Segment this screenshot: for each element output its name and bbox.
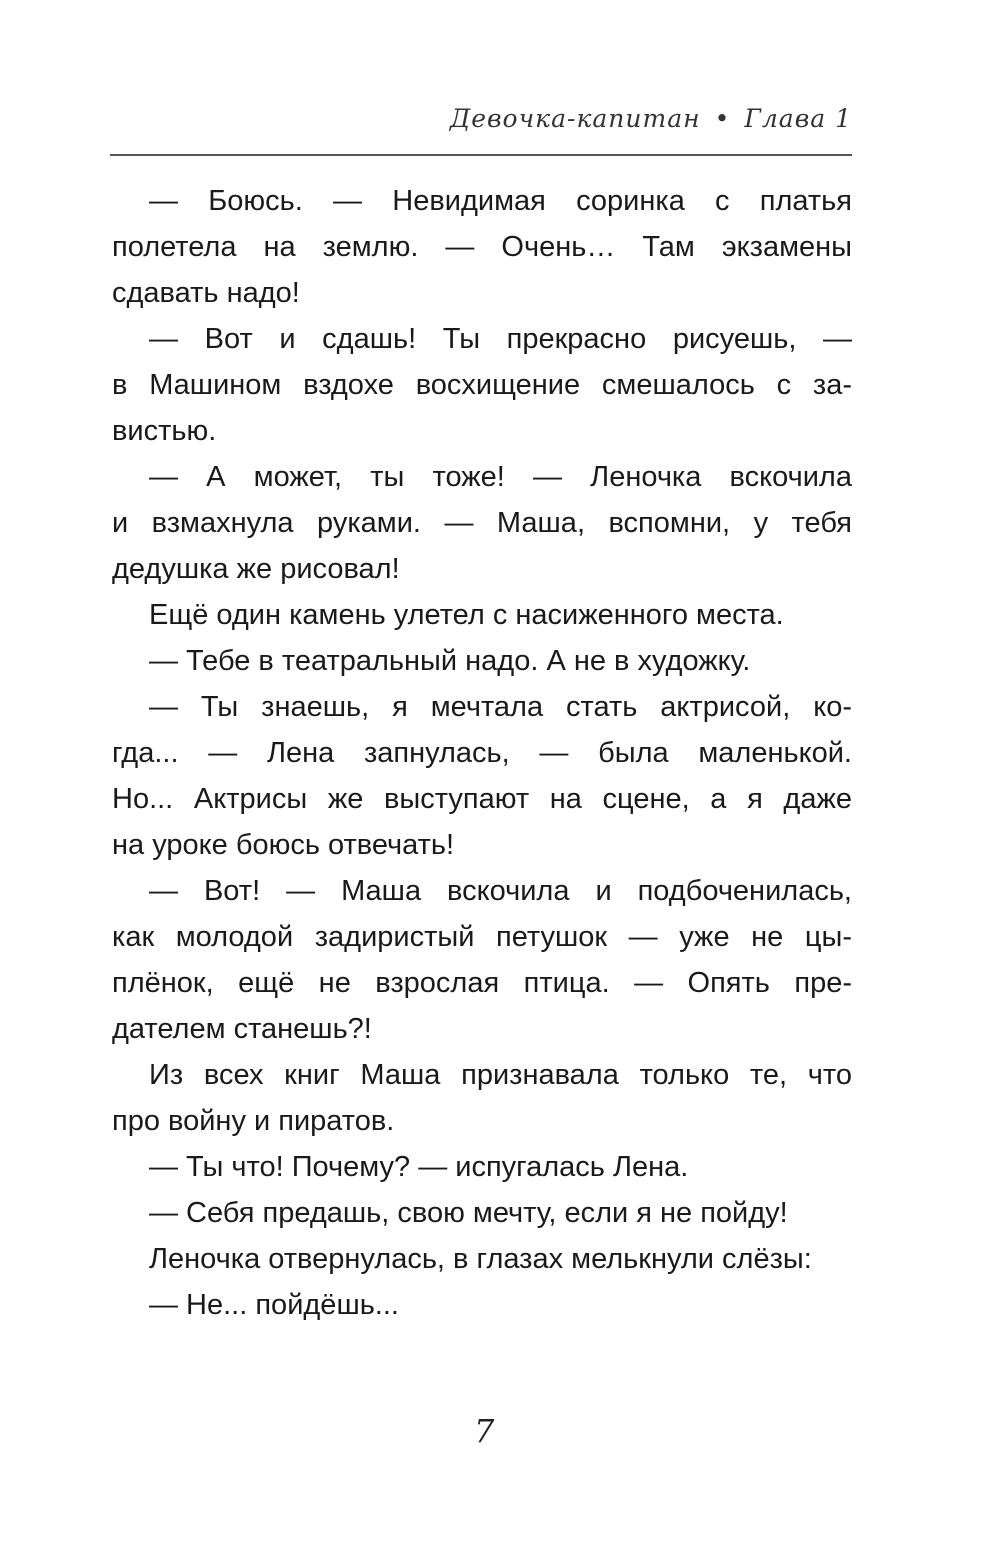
- paragraph: [112, 316, 852, 454]
- text-line: — А может, ты тоже! — Леночка вскочила: [149, 461, 852, 493]
- text-line: как молодой задиристый петушок — уже не цы-: [112, 921, 852, 953]
- text-line: — Себя предашь, свою мечту, если я не пойду!: [149, 1197, 788, 1229]
- paragraph: [112, 178, 852, 316]
- text-line: — Тебе в театральный надо. А не в художку.: [149, 645, 751, 677]
- text-line: плёнок, ещё не взрослая птица. — Опять пре-: [112, 967, 852, 999]
- paragraph: [112, 638, 852, 684]
- header-separator: •: [714, 104, 731, 133]
- page-body-text: [112, 178, 852, 1328]
- chapter-title: Глава 1: [744, 104, 852, 133]
- text-line: — Ты что! Почему? — испугалась Лена.: [149, 1151, 689, 1183]
- running-header: [450, 104, 852, 133]
- paragraph: [112, 592, 852, 638]
- text-line: и взмахнула руками. — Маша, вспомни, у тебя: [112, 507, 852, 539]
- text-line: — Не... пойдёшь...: [149, 1289, 399, 1321]
- text-line: Но... Актрисы же выступают на сцене, а я даже: [112, 783, 852, 815]
- text-line: — Боюсь. — Невидимая соринка с платья: [149, 185, 852, 217]
- paragraph: [112, 868, 852, 1052]
- text-line: на уроке боюсь отвечать!: [112, 829, 455, 861]
- page-number: 7: [474, 1412, 495, 1450]
- text-line: — Вот и сдашь! Ты прекрасно рисуешь, —: [149, 323, 852, 355]
- text-line: — Ты знаешь, я мечтала стать актрисой, ко-: [149, 691, 852, 723]
- text-line: дателем станешь?!: [112, 1013, 372, 1045]
- text-line: — Вот! — Маша вскочила и подбоченилась,: [149, 875, 852, 907]
- paragraph: [112, 684, 852, 868]
- paragraph: [112, 1190, 852, 1236]
- paragraph: [112, 1144, 852, 1190]
- text-line: Ещё один камень улетел с насиженного места.: [149, 599, 784, 631]
- text-line: Леночка отвернулась, в глазах мелькнули слёзы:: [149, 1243, 812, 1275]
- text-line: Из всех книг Маша признавала только те, что: [149, 1059, 852, 1091]
- text-line: про войну и пиратов.: [112, 1105, 395, 1137]
- header-rule: [110, 154, 852, 156]
- book-title: Девочка-капитан: [449, 104, 701, 133]
- text-line: в Машином вздохе восхищение смешалось с за-: [112, 369, 852, 401]
- text-line: полетела на землю. — Очень… Там экзамены: [112, 231, 852, 263]
- text-line: гда... — Лена запнулась, — была маленькой.: [112, 737, 852, 769]
- paragraph: [112, 1052, 852, 1144]
- paragraph: [112, 1282, 852, 1328]
- text-line: вистью.: [112, 415, 217, 447]
- paragraph: [112, 1236, 852, 1282]
- text-line: дедушка же рисовал!: [112, 553, 400, 585]
- paragraph: [112, 454, 852, 592]
- text-line: сдавать надо!: [112, 277, 300, 309]
